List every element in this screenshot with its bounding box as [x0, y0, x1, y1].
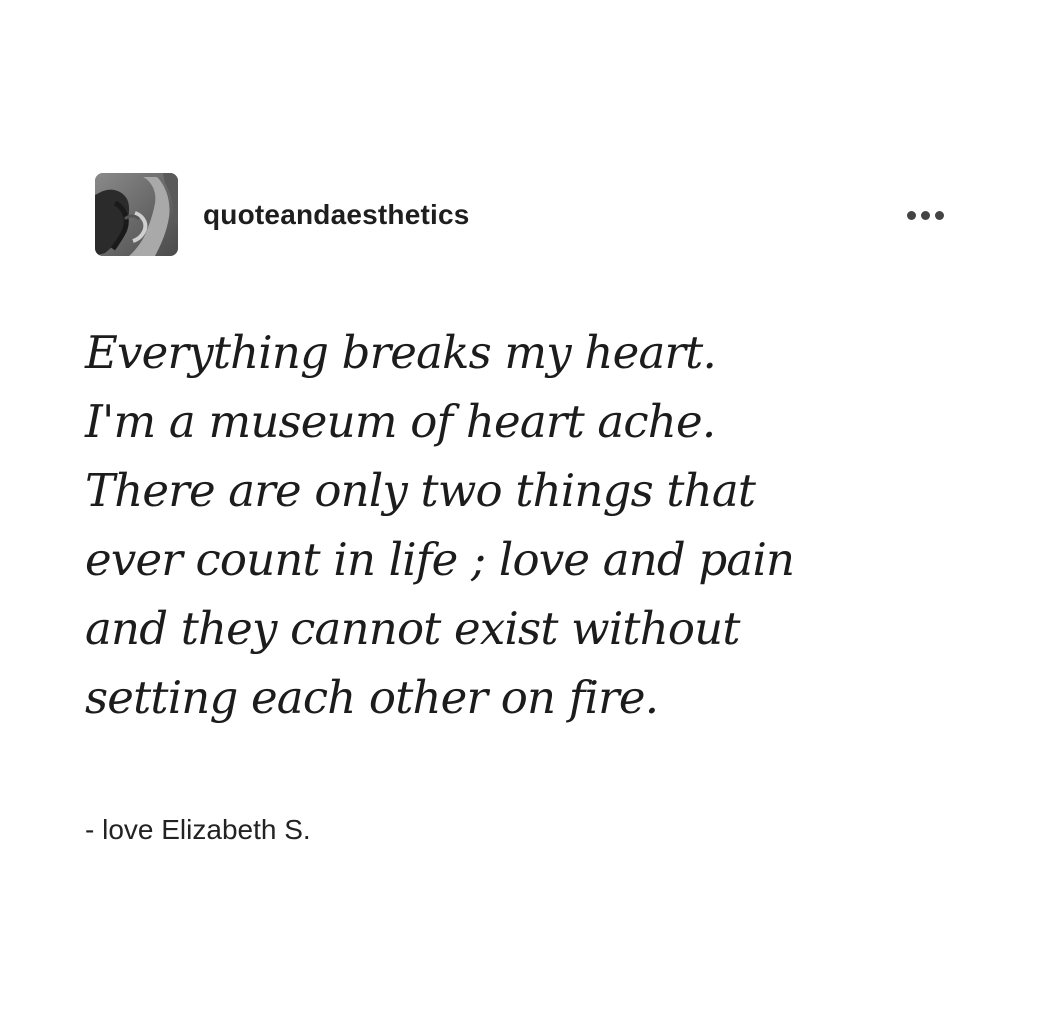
quote-line: and they cannot exist without — [85, 602, 740, 655]
post-header — [95, 173, 955, 257]
author-username[interactable]: quoteandaesthetics — [203, 199, 470, 230]
quote-line: I'm a museum of heart ache. — [85, 395, 716, 448]
holding-hands-icon — [95, 173, 178, 256]
quote-line: There are only two things that — [85, 464, 756, 517]
more-options-button[interactable] — [901, 201, 949, 229]
author-avatar[interactable] — [95, 173, 178, 256]
quote-text — [85, 318, 1045, 732]
quote-line: setting each other on fire. — [85, 671, 659, 724]
quote-signature: - love Elizabeth S. — [85, 814, 311, 845]
quote-line: ever count in life ; love and pain — [85, 533, 795, 586]
more-horizontal-icon — [935, 211, 944, 220]
more-horizontal-icon — [921, 211, 930, 220]
more-horizontal-icon — [907, 211, 916, 220]
quote-line: Everything breaks my heart. — [85, 326, 716, 379]
